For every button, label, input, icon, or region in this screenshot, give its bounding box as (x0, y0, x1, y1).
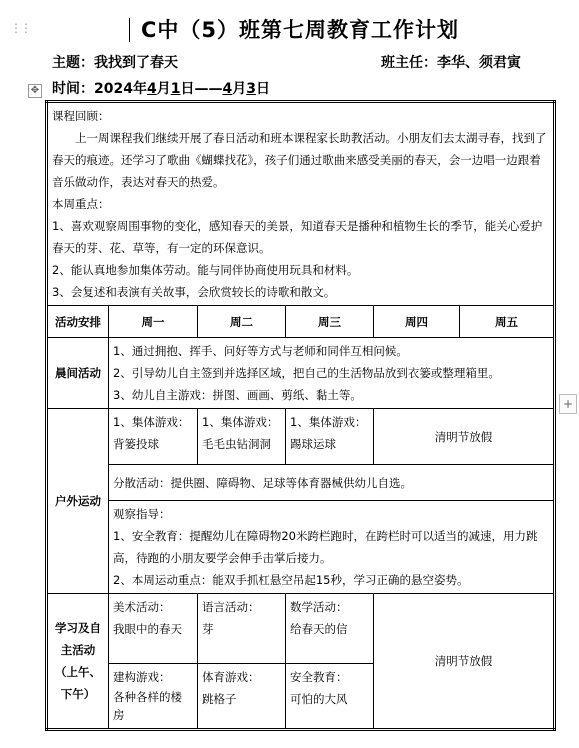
outdoor-split-cell[interactable]: 分散活动：提供圈、障碍物、足球等体育器械供幼儿自选。 (109, 465, 555, 501)
study-wednesday[interactable] (286, 594, 374, 664)
morning-item: 1、通过拥抱、挥手、问好等方式与老师和同伴互相问候。 (113, 344, 408, 358)
outdoor-game-wednesday[interactable] (286, 409, 374, 465)
focus-item: 3、会复述和表演有关故事，会欣赏较长的诗歌和散文。 (52, 285, 336, 299)
observe-item: 1、安全教育：提醒幼儿在障碍物20米跨栏跑时，在跨栏时可以适当的减速，用力跳高，待跑的小朋友要学会伸手击掌后接力。 (113, 529, 538, 565)
plan-table (45, 100, 556, 731)
outdoor-game-label: 1、集体游戏： (202, 415, 279, 429)
study-activity-value: 我眼中的春天 (113, 622, 182, 636)
time-year: 2024年 (94, 81, 147, 97)
review-row (47, 102, 555, 306)
observe-row (47, 501, 555, 594)
time-day-unit: 日 (255, 81, 270, 97)
time-line (52, 78, 270, 98)
observe-cell[interactable] (109, 501, 555, 594)
drag-handle-icon[interactable]: ⋮⋮ (10, 21, 30, 35)
focus-heading: 本周重点： (52, 197, 110, 211)
time-month-unit-2: 月 (232, 81, 247, 97)
study-activity-label: 数学活动： (290, 600, 348, 614)
teacher-label: 班主任： (381, 55, 437, 71)
text-cursor (129, 18, 130, 42)
add-column-icon[interactable]: + (559, 394, 577, 414)
day-friday: 周五 (460, 306, 555, 338)
schedule-header-label: 活动安排 (47, 306, 109, 338)
observe-heading: 观察指导： (113, 507, 171, 521)
time-label: 时间： (52, 81, 94, 97)
study-activity-value: 芽 (202, 622, 214, 636)
study-row-1 (47, 594, 555, 664)
outdoor-game-label: 1、集体游戏： (113, 415, 190, 429)
study-activity-label: 美术活动： (113, 600, 171, 614)
study-activity-value: 给春天的信 (290, 622, 348, 636)
review-text: 上一周课程我们继续开展了春日活动和班本课程家长助教活动。小朋友们去太湖寻春，找到了春天的痕迹。还学习了歌曲《蝴蝶找花》，孩子们通过歌曲来感受美丽的春天，会一边唱一边跟着音乐做动作，表达对春天的热爱。 (52, 131, 547, 189)
outdoor-game-monday[interactable] (109, 409, 198, 465)
outdoor-games-row (47, 409, 555, 465)
study-tuesday[interactable] (198, 594, 286, 664)
study-monday[interactable] (109, 594, 198, 664)
outdoor-game-value: 踢球运球 (290, 437, 336, 451)
focus-item: 2、能认真地参加集体劳动。能与同伴协商使用玩具和材料。 (52, 263, 359, 277)
outdoor-game-value: 毛毛虫钻洞洞 (202, 437, 271, 451)
study-activity-value: 跳格子 (202, 692, 237, 706)
teacher-line (381, 52, 521, 72)
day-wednesday: 周三 (286, 306, 374, 338)
study-activity-value: 各种各样的楼房 (113, 690, 182, 722)
study-safety[interactable] (286, 664, 374, 730)
theme-line (52, 52, 178, 72)
time-day-end: 3 (246, 81, 256, 97)
morning-item: 3、幼儿自主游戏：拼图、画画、剪纸、黏土等。 (113, 388, 362, 402)
study-activity-label: 安全教育： (290, 670, 348, 684)
study-activity-value: 可怕的大风 (290, 692, 348, 706)
holiday-study[interactable]: 清明节放假 (374, 594, 555, 730)
page-title: C中（5）班第七周教育工作计划 (140, 18, 460, 42)
day-tuesday: 周二 (198, 306, 286, 338)
outdoor-game-value: 背篓投球 (113, 437, 159, 451)
study-activity-label: 建构游戏： (113, 670, 171, 684)
time-month-start: 4 (146, 81, 157, 97)
outdoor-label: 户外运动 (47, 409, 109, 594)
time-sep: 日—— (180, 81, 223, 97)
study-activity-label: 体育游戏： (202, 670, 260, 684)
theme-label: 主题： (52, 55, 94, 71)
observe-item: 2、本周运动重点：能双手抓杠悬空吊起15秒，学习正确的悬空姿势。 (113, 573, 469, 587)
theme-value: 我找到了春天 (94, 55, 178, 71)
day-monday: 周一 (109, 306, 198, 338)
schedule-header-row (47, 306, 555, 338)
morning-item: 2、引导幼儿自主签到并选择区域，把自己的生活物品放到衣篓或整理箱里。 (113, 366, 500, 380)
review-heading: 课程回顾： (52, 109, 110, 123)
outdoor-split-row (47, 465, 555, 501)
time-month-end: 4 (222, 81, 233, 97)
time-day-start: 1 (170, 81, 181, 97)
study-label (47, 594, 109, 730)
review-cell[interactable] (47, 102, 555, 306)
time-month-unit: 月 (156, 81, 171, 97)
holiday-outdoor[interactable]: 清明节放假 (374, 409, 555, 465)
study-label-line: 下午） (60, 687, 96, 701)
study-construction[interactable] (109, 664, 198, 730)
study-label-line: （上午、 (55, 665, 101, 679)
study-label-line: 学习及自 (55, 621, 101, 635)
focus-item: 1、喜欢观察周围事物的变化，感知春天的美景，知道春天是播种和植物生长的季节，能关心爱护春天的芽、花、草等，有一定的环保意识。 (52, 219, 543, 255)
outdoor-game-label: 1、集体游戏： (290, 415, 367, 429)
morning-cell[interactable] (109, 338, 555, 409)
outdoor-game-tuesday[interactable] (198, 409, 286, 465)
teacher-value: 李华、须君寅 (437, 55, 521, 71)
morning-label: 晨间活动 (47, 338, 109, 409)
study-activity-label: 语言活动： (202, 600, 260, 614)
day-thursday: 周四 (374, 306, 460, 338)
study-label-line: 主活动 (60, 643, 96, 657)
study-pe-game[interactable] (198, 664, 286, 730)
morning-row (47, 338, 555, 409)
table-move-handle-icon[interactable]: ✥ (28, 84, 42, 98)
